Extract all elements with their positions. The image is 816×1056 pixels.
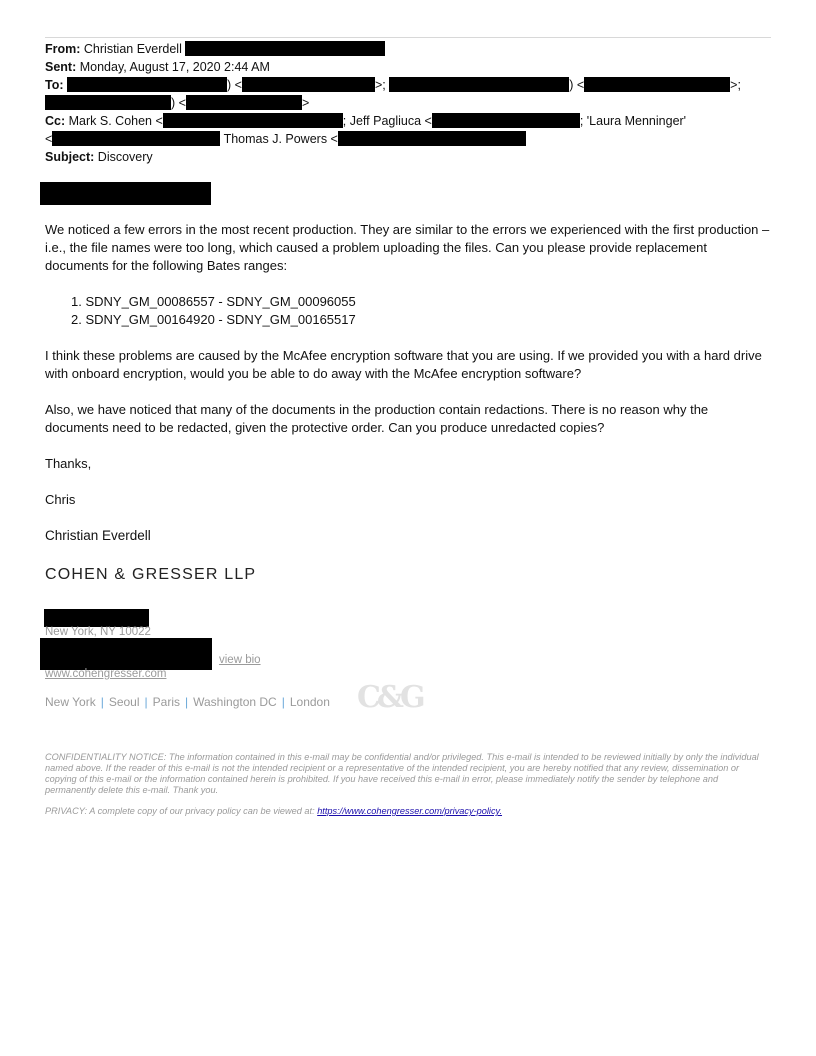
list-item: 2. SDNY_GM_00164920 - SDNY_GM_00165517 xyxy=(71,312,356,327)
redaction xyxy=(40,182,211,205)
to-separator: >; xyxy=(374,78,386,92)
to-separator: ) < xyxy=(227,78,242,92)
redaction xyxy=(432,113,580,128)
to-separator: ) < xyxy=(171,96,186,110)
redaction xyxy=(242,77,375,92)
redaction xyxy=(338,131,526,146)
bates-list xyxy=(71,293,356,329)
view-bio-link[interactable]: view bio xyxy=(219,654,261,666)
to-separator: > xyxy=(301,96,310,110)
signature-name: Christian Everdell xyxy=(45,528,151,543)
sent-label: Sent: xyxy=(45,60,77,74)
to-label: To: xyxy=(45,78,64,92)
redaction xyxy=(584,77,730,92)
redaction xyxy=(40,638,212,670)
firm-logo: C&G xyxy=(357,680,422,715)
privacy-policy-link[interactable]: https://www.cohengresser.com/privacy-policy. xyxy=(317,806,503,816)
office-list xyxy=(45,695,330,709)
address-city: New York, NY 10022 xyxy=(45,626,151,638)
office-item: New York xyxy=(45,695,96,709)
closing: Thanks, xyxy=(45,456,92,471)
to-line xyxy=(45,76,741,94)
divider: | xyxy=(281,695,285,709)
redaction xyxy=(185,41,385,56)
subject-label: Subject: xyxy=(45,150,95,164)
cc-name: Mark S. Cohen < xyxy=(68,114,163,128)
privacy-notice xyxy=(45,806,767,817)
sign-off: Chris xyxy=(45,492,76,507)
sent-line xyxy=(45,58,270,76)
divider: | xyxy=(185,695,189,709)
confidentiality-notice: CONFIDENTIALITY NOTICE: The information contained in this e-mail may be confidential and/or privileged. This e-mail is intended to be reviewed initially by only the individual named above. If the reader of this e-mail is not the intended recipient or a representative of the intended recipient, you are hereby notified that any review, dissemination or copying of this e-mail or the information contained herein is prohibited. If you have received this e-mail in error, please immediately notify the sender by telephone and permanently delete this e-mail. Thank you. xyxy=(45,752,759,795)
body-paragraph: We noticed a few errors in the most recent production. They are similar to the errors we experienced with the first production – i.e., the file names were too long, which caused a problem uploading the files. Can you please provide replacement documents for the following Bates ranges: xyxy=(45,222,770,273)
redaction xyxy=(52,131,220,146)
from-line xyxy=(45,40,385,58)
website-link[interactable]: www.cohengresser.com xyxy=(45,668,167,680)
top-divider xyxy=(45,37,771,38)
subject-value: Discovery xyxy=(97,150,153,164)
office-item: Paris xyxy=(152,695,180,709)
cc-name: ; 'Laura Menninger' xyxy=(579,114,687,128)
subject-line xyxy=(45,148,153,166)
redaction xyxy=(45,95,171,110)
divider: | xyxy=(100,695,104,709)
redaction xyxy=(186,95,302,110)
cc-name: ; Jeff Pagliuca < xyxy=(342,114,432,128)
from-label: From: xyxy=(45,42,81,56)
redaction xyxy=(389,77,569,92)
office-item: London xyxy=(289,695,330,709)
body-paragraph: I think these problems are caused by the McAfee encryption software that you are using. If we provided you with a hard drive with onboard encryption, would you be able to do away with the McAfee encryption software? xyxy=(45,348,762,381)
cc-line xyxy=(45,112,686,130)
cc-name: Thomas J. Powers < xyxy=(223,132,338,146)
sent-value: Monday, August 17, 2020 2:44 AM xyxy=(79,60,270,74)
office-item: Seoul xyxy=(108,695,140,709)
divider: | xyxy=(144,695,148,709)
redaction xyxy=(163,113,343,128)
privacy-text: PRIVACY: A complete copy of our privacy policy can be viewed at: xyxy=(45,806,318,816)
firm-name: COHEN & GRESSER LLP xyxy=(45,566,257,583)
from-name: Christian Everdell xyxy=(83,42,182,56)
to-separator: >; xyxy=(730,78,741,92)
redaction xyxy=(44,609,149,627)
redaction xyxy=(67,77,227,92)
cc-label: Cc: xyxy=(45,114,66,128)
body-paragraph: Also, we have noticed that many of the documents in the production contain redactions. There is no reason why the documents need to be redacted, given the protective order. Can you produce unredacted copies? xyxy=(45,402,709,435)
cc-separator: < xyxy=(45,132,53,146)
to-separator: ) < xyxy=(569,78,585,92)
office-item: Washington DC xyxy=(193,695,277,709)
to-line-cont xyxy=(45,94,309,112)
list-item: 1. SDNY_GM_00086557 - SDNY_GM_00096055 xyxy=(71,294,356,309)
cc-line-cont xyxy=(45,130,526,148)
